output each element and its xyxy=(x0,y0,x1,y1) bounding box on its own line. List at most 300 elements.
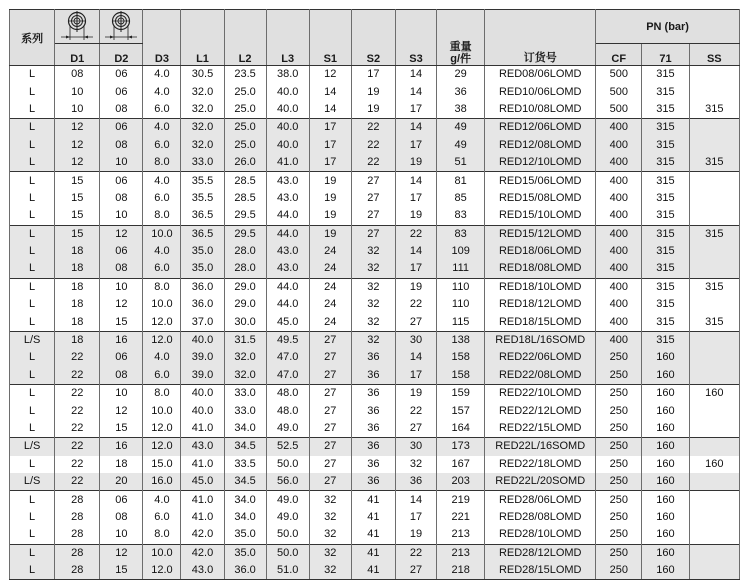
cell-l3: 44.0 xyxy=(266,278,309,296)
cell-series: L xyxy=(10,562,55,580)
cell-s1: 19 xyxy=(309,225,351,243)
cell-s2: 36 xyxy=(351,367,395,385)
cell-d2: 12 xyxy=(100,296,143,313)
cell-series: L/S xyxy=(10,473,55,491)
cell-d3: 4.0 xyxy=(143,172,181,190)
cell-d2: 06 xyxy=(100,491,143,509)
cell-pn-71: 315 xyxy=(642,172,689,190)
table-row xyxy=(10,331,740,349)
cell-l1: 36.5 xyxy=(181,225,224,243)
cell-pn-71: 315 xyxy=(642,278,689,296)
cell-s1: 27 xyxy=(309,402,351,419)
cell-d1: 18 xyxy=(55,331,100,349)
table-row xyxy=(10,119,740,137)
cell-series: L xyxy=(10,101,55,119)
table-row xyxy=(10,83,740,100)
cell-d1: 18 xyxy=(55,260,100,278)
cell-d2: 08 xyxy=(100,137,143,154)
cell-l3: 41.0 xyxy=(266,154,309,172)
cell-s1: 19 xyxy=(309,190,351,207)
cell-s1: 24 xyxy=(309,313,351,331)
cell-order-number: RED18/08LOMD xyxy=(485,260,596,278)
table-row xyxy=(10,349,740,366)
cell-series: L xyxy=(10,526,55,544)
cell-l1: 39.0 xyxy=(181,367,224,385)
cell-d1: 12 xyxy=(55,137,100,154)
cell-l2: 33.0 xyxy=(224,385,266,403)
cell-weight: 164 xyxy=(437,420,485,438)
cell-l3: 47.0 xyxy=(266,349,309,366)
cell-pn-71: 160 xyxy=(642,402,689,419)
cell-l2: 29.5 xyxy=(224,207,266,225)
cell-l2: 31.5 xyxy=(224,331,266,349)
cell-pn-ss xyxy=(689,243,739,260)
table-row xyxy=(10,260,740,278)
cell-pn-ss xyxy=(689,420,739,438)
cell-l3: 43.0 xyxy=(266,260,309,278)
cell-s3: 36 xyxy=(395,473,436,491)
cell-series: L xyxy=(10,544,55,562)
header-d3: D3 xyxy=(143,10,181,66)
cell-l3: 56.0 xyxy=(266,473,309,491)
cell-order-number: RED28/08LOMD xyxy=(485,509,596,526)
cell-s1: 19 xyxy=(309,207,351,225)
cell-d3: 12.0 xyxy=(143,438,181,456)
cell-d3: 8.0 xyxy=(143,526,181,544)
cell-weight: 36 xyxy=(437,83,485,100)
cell-order-number: RED18/06LOMD xyxy=(485,243,596,260)
cell-weight: 111 xyxy=(437,260,485,278)
cell-pn-ss xyxy=(689,172,739,190)
cell-pn-ss xyxy=(689,83,739,100)
cell-d3: 10.0 xyxy=(143,544,181,562)
cell-s3: 17 xyxy=(395,260,436,278)
cell-d2: 10 xyxy=(100,154,143,172)
cell-order-number: RED28/10LOMD xyxy=(485,526,596,544)
cell-pn-ss xyxy=(689,544,739,562)
cell-weight: 110 xyxy=(437,278,485,296)
cell-d1: 10 xyxy=(55,101,100,119)
cell-s2: 36 xyxy=(351,438,395,456)
cell-weight: 158 xyxy=(437,349,485,366)
cell-s1: 32 xyxy=(309,562,351,580)
cell-s3: 19 xyxy=(395,154,436,172)
cell-pn-ss xyxy=(689,349,739,366)
cell-d2: 15 xyxy=(100,420,143,438)
cell-pn-ss: 315 xyxy=(689,154,739,172)
cell-l2: 36.0 xyxy=(224,562,266,580)
cell-l2: 25.0 xyxy=(224,101,266,119)
cell-series: L xyxy=(10,207,55,225)
cell-s1: 27 xyxy=(309,420,351,438)
cell-order-number: RED18L/16SOMD xyxy=(485,331,596,349)
cell-l2: 35.0 xyxy=(224,544,266,562)
cell-pn-ss xyxy=(689,331,739,349)
cell-l3: 43.0 xyxy=(266,243,309,260)
cell-d3: 16.0 xyxy=(143,473,181,491)
cell-order-number: RED12/08LOMD xyxy=(485,137,596,154)
cell-d1: 15 xyxy=(55,172,100,190)
cell-weight: 85 xyxy=(437,190,485,207)
cell-d3: 4.0 xyxy=(143,119,181,137)
cell-weight: 49 xyxy=(437,137,485,154)
cell-d1: 18 xyxy=(55,296,100,313)
cell-d3: 6.0 xyxy=(143,190,181,207)
cell-weight: 158 xyxy=(437,367,485,385)
cell-series: L xyxy=(10,190,55,207)
cell-l1: 43.0 xyxy=(181,562,224,580)
cell-s2: 41 xyxy=(351,562,395,580)
cell-l3: 44.0 xyxy=(266,225,309,243)
cell-s3: 17 xyxy=(395,190,436,207)
cell-s1: 27 xyxy=(309,385,351,403)
cell-d1: 22 xyxy=(55,385,100,403)
cell-pn-cf: 400 xyxy=(596,331,642,349)
table-row xyxy=(10,420,740,438)
cell-l3: 47.0 xyxy=(266,367,309,385)
cell-d2: 06 xyxy=(100,119,143,137)
cell-order-number: RED22/18LOMD xyxy=(485,456,596,473)
cell-s3: 22 xyxy=(395,402,436,419)
table-row xyxy=(10,172,740,190)
cell-pn-71: 315 xyxy=(642,101,689,119)
cell-s2: 22 xyxy=(351,137,395,154)
cell-pn-71: 315 xyxy=(642,83,689,100)
cell-l3: 38.0 xyxy=(266,66,309,84)
cell-d2: 08 xyxy=(100,367,143,385)
cell-pn-cf: 500 xyxy=(596,83,642,100)
cell-d1: 22 xyxy=(55,456,100,473)
cell-pn-ss: 315 xyxy=(689,278,739,296)
cell-d2: 08 xyxy=(100,260,143,278)
cell-l1: 42.0 xyxy=(181,544,224,562)
cell-series: L xyxy=(10,225,55,243)
cell-s2: 27 xyxy=(351,172,395,190)
cell-s1: 27 xyxy=(309,456,351,473)
header-weight-unit: g/件 xyxy=(450,53,472,65)
cell-d2: 15 xyxy=(100,313,143,331)
cell-s3: 27 xyxy=(395,313,436,331)
cell-s1: 17 xyxy=(309,137,351,154)
cell-l3: 48.0 xyxy=(266,402,309,419)
cell-d2: 15 xyxy=(100,562,143,580)
header-d2-diagram xyxy=(100,10,143,44)
cell-l3: 43.0 xyxy=(266,172,309,190)
cell-pn-cf: 250 xyxy=(596,491,642,509)
cell-s3: 17 xyxy=(395,137,436,154)
cell-s3: 17 xyxy=(395,509,436,526)
cell-s1: 12 xyxy=(309,66,351,84)
cell-s3: 30 xyxy=(395,438,436,456)
cell-weight: 219 xyxy=(437,491,485,509)
cell-d2: 16 xyxy=(100,331,143,349)
cell-s3: 14 xyxy=(395,66,436,84)
cell-pn-cf: 250 xyxy=(596,562,642,580)
cell-l3: 45.0 xyxy=(266,313,309,331)
table-row xyxy=(10,243,740,260)
cell-weight: 115 xyxy=(437,313,485,331)
cell-d3: 6.0 xyxy=(143,137,181,154)
cell-order-number: RED28/12LOMD xyxy=(485,544,596,562)
cell-order-number: RED18/10LOMD xyxy=(485,278,596,296)
cell-s2: 36 xyxy=(351,385,395,403)
cell-s2: 36 xyxy=(351,473,395,491)
cell-series: L xyxy=(10,83,55,100)
cell-l2: 34.0 xyxy=(224,420,266,438)
cell-s1: 14 xyxy=(309,83,351,100)
cell-pn-71: 160 xyxy=(642,349,689,366)
table-row xyxy=(10,225,740,243)
cell-s3: 22 xyxy=(395,296,436,313)
cell-l1: 30.5 xyxy=(181,66,224,84)
cell-d2: 12 xyxy=(100,544,143,562)
cell-l2: 25.0 xyxy=(224,83,266,100)
cell-s2: 32 xyxy=(351,296,395,313)
cell-l3: 40.0 xyxy=(266,101,309,119)
cell-d2: 06 xyxy=(100,243,143,260)
cell-order-number: RED18/12LOMD xyxy=(485,296,596,313)
cell-d1: 22 xyxy=(55,420,100,438)
cell-s2: 27 xyxy=(351,225,395,243)
cell-s1: 27 xyxy=(309,367,351,385)
cell-order-number: RED15/12LOMD xyxy=(485,225,596,243)
cell-pn-71: 315 xyxy=(642,137,689,154)
cell-l2: 29.0 xyxy=(224,296,266,313)
cell-series: L xyxy=(10,385,55,403)
header-d1-diagram xyxy=(55,10,100,44)
cell-d1: 22 xyxy=(55,473,100,491)
cell-d3: 4.0 xyxy=(143,491,181,509)
cell-weight: 109 xyxy=(437,243,485,260)
spec-table xyxy=(9,9,740,580)
cell-l1: 36.0 xyxy=(181,278,224,296)
cell-s3: 14 xyxy=(395,172,436,190)
cell-d2: 10 xyxy=(100,207,143,225)
cell-d3: 8.0 xyxy=(143,207,181,225)
cell-weight: 138 xyxy=(437,331,485,349)
cell-order-number: RED10/08LOMD xyxy=(485,101,596,119)
cell-s2: 19 xyxy=(351,83,395,100)
cell-s2: 36 xyxy=(351,420,395,438)
cell-l1: 35.0 xyxy=(181,260,224,278)
cell-l2: 25.0 xyxy=(224,137,266,154)
cell-pn-ss: 160 xyxy=(689,385,739,403)
cell-s1: 32 xyxy=(309,526,351,544)
cell-s2: 32 xyxy=(351,278,395,296)
cell-pn-71: 160 xyxy=(642,562,689,580)
cell-weight: 159 xyxy=(437,385,485,403)
cell-pn-ss xyxy=(689,473,739,491)
fitting-end-d1-icon xyxy=(58,10,96,42)
cell-d2: 08 xyxy=(100,509,143,526)
cell-pn-cf: 400 xyxy=(596,137,642,154)
cell-s2: 32 xyxy=(351,260,395,278)
cell-l3: 40.0 xyxy=(266,119,309,137)
cell-s1: 24 xyxy=(309,260,351,278)
cell-s1: 19 xyxy=(309,172,351,190)
cell-order-number: RED15/10LOMD xyxy=(485,207,596,225)
cell-pn-ss xyxy=(689,367,739,385)
cell-order-number: RED28/06LOMD xyxy=(485,491,596,509)
cell-series: L xyxy=(10,119,55,137)
cell-l1: 35.5 xyxy=(181,190,224,207)
cell-l2: 28.5 xyxy=(224,190,266,207)
cell-d3: 12.0 xyxy=(143,420,181,438)
cell-pn-ss xyxy=(689,137,739,154)
cell-d2: 18 xyxy=(100,456,143,473)
cell-s2: 32 xyxy=(351,331,395,349)
cell-s3: 14 xyxy=(395,243,436,260)
cell-pn-ss xyxy=(689,119,739,137)
cell-l3: 48.0 xyxy=(266,385,309,403)
table-row xyxy=(10,278,740,296)
cell-pn-ss xyxy=(689,66,739,84)
cell-series: L xyxy=(10,367,55,385)
cell-pn-cf: 500 xyxy=(596,66,642,84)
cell-s2: 41 xyxy=(351,526,395,544)
cell-pn-ss xyxy=(689,526,739,544)
table-row xyxy=(10,491,740,509)
cell-s2: 22 xyxy=(351,154,395,172)
cell-s2: 32 xyxy=(351,313,395,331)
spec-table-body xyxy=(10,66,740,580)
cell-l2: 29.0 xyxy=(224,278,266,296)
cell-pn-ss xyxy=(689,296,739,313)
cell-pn-ss xyxy=(689,509,739,526)
cell-d1: 28 xyxy=(55,544,100,562)
cell-l1: 41.0 xyxy=(181,509,224,526)
header-l3: L3 xyxy=(266,10,309,66)
cell-d3: 6.0 xyxy=(143,367,181,385)
cell-l1: 41.0 xyxy=(181,420,224,438)
cell-pn-cf: 250 xyxy=(596,544,642,562)
cell-d1: 10 xyxy=(55,83,100,100)
fitting-end-d2-icon xyxy=(102,10,140,42)
cell-l3: 40.0 xyxy=(266,83,309,100)
table-row xyxy=(10,438,740,456)
cell-pn-ss: 160 xyxy=(689,456,739,473)
cell-pn-ss xyxy=(689,438,739,456)
cell-order-number: RED28/15LOMD xyxy=(485,562,596,580)
header-pn-ss: SS xyxy=(689,44,739,66)
cell-l1: 36.0 xyxy=(181,296,224,313)
cell-order-number: RED15/08LOMD xyxy=(485,190,596,207)
cell-l2: 33.5 xyxy=(224,456,266,473)
cell-d3: 10.0 xyxy=(143,225,181,243)
header-pn: PN (bar) xyxy=(596,10,740,44)
cell-l2: 26.0 xyxy=(224,154,266,172)
cell-d1: 28 xyxy=(55,491,100,509)
header-d2: D2 xyxy=(100,44,143,66)
header-weight-label: 重量 xyxy=(449,41,472,53)
table-row xyxy=(10,296,740,313)
cell-s3: 19 xyxy=(395,385,436,403)
cell-series: L xyxy=(10,420,55,438)
cell-s3: 22 xyxy=(395,225,436,243)
cell-d2: 10 xyxy=(100,278,143,296)
cell-pn-cf: 250 xyxy=(596,367,642,385)
cell-pn-ss: 315 xyxy=(689,313,739,331)
cell-l1: 32.0 xyxy=(181,101,224,119)
cell-d2: 06 xyxy=(100,172,143,190)
cell-l3: 40.0 xyxy=(266,137,309,154)
cell-weight: 203 xyxy=(437,473,485,491)
cell-s1: 24 xyxy=(309,296,351,313)
table-row xyxy=(10,509,740,526)
cell-pn-cf: 400 xyxy=(596,225,642,243)
cell-l1: 35.5 xyxy=(181,172,224,190)
table-row xyxy=(10,66,740,84)
cell-d1: 15 xyxy=(55,225,100,243)
cell-order-number: RED22L/20SOMD xyxy=(485,473,596,491)
table-row xyxy=(10,562,740,580)
cell-pn-cf: 250 xyxy=(596,473,642,491)
cell-s1: 27 xyxy=(309,473,351,491)
cell-d3: 6.0 xyxy=(143,509,181,526)
cell-d3: 4.0 xyxy=(143,83,181,100)
cell-pn-71: 160 xyxy=(642,491,689,509)
cell-pn-cf: 250 xyxy=(596,526,642,544)
cell-pn-71: 315 xyxy=(642,154,689,172)
cell-d1: 28 xyxy=(55,509,100,526)
cell-s2: 36 xyxy=(351,456,395,473)
cell-pn-ss xyxy=(689,491,739,509)
cell-l2: 32.0 xyxy=(224,367,266,385)
header-weight xyxy=(437,10,485,66)
cell-l3: 49.0 xyxy=(266,491,309,509)
cell-pn-71: 160 xyxy=(642,509,689,526)
header-l2: L2 xyxy=(224,10,266,66)
cell-d1: 12 xyxy=(55,119,100,137)
cell-s1: 24 xyxy=(309,278,351,296)
cell-l3: 50.0 xyxy=(266,456,309,473)
cell-d3: 10.0 xyxy=(143,402,181,419)
cell-series: L xyxy=(10,509,55,526)
cell-pn-71: 315 xyxy=(642,243,689,260)
cell-d1: 28 xyxy=(55,526,100,544)
table-row xyxy=(10,313,740,331)
cell-l3: 51.0 xyxy=(266,562,309,580)
cell-l3: 44.0 xyxy=(266,296,309,313)
cell-pn-cf: 400 xyxy=(596,119,642,137)
cell-d3: 12.0 xyxy=(143,313,181,331)
cell-d2: 06 xyxy=(100,83,143,100)
cell-weight: 29 xyxy=(437,66,485,84)
cell-l2: 29.5 xyxy=(224,225,266,243)
cell-weight: 110 xyxy=(437,296,485,313)
cell-l2: 34.0 xyxy=(224,491,266,509)
cell-pn-ss xyxy=(689,207,739,225)
cell-series: L xyxy=(10,154,55,172)
cell-pn-71: 160 xyxy=(642,544,689,562)
cell-l2: 30.0 xyxy=(224,313,266,331)
cell-l1: 37.0 xyxy=(181,313,224,331)
cell-d2: 08 xyxy=(100,190,143,207)
cell-s3: 27 xyxy=(395,420,436,438)
cell-s3: 14 xyxy=(395,119,436,137)
cell-l1: 40.0 xyxy=(181,331,224,349)
cell-s3: 19 xyxy=(395,207,436,225)
cell-s3: 14 xyxy=(395,491,436,509)
cell-d2: 06 xyxy=(100,66,143,84)
cell-d3: 6.0 xyxy=(143,260,181,278)
cell-weight: 173 xyxy=(437,438,485,456)
cell-s1: 32 xyxy=(309,491,351,509)
cell-order-number: RED22/08LOMD xyxy=(485,367,596,385)
cell-order-number: RED22/10LOMD xyxy=(485,385,596,403)
cell-series: L xyxy=(10,491,55,509)
cell-pn-cf: 500 xyxy=(596,101,642,119)
